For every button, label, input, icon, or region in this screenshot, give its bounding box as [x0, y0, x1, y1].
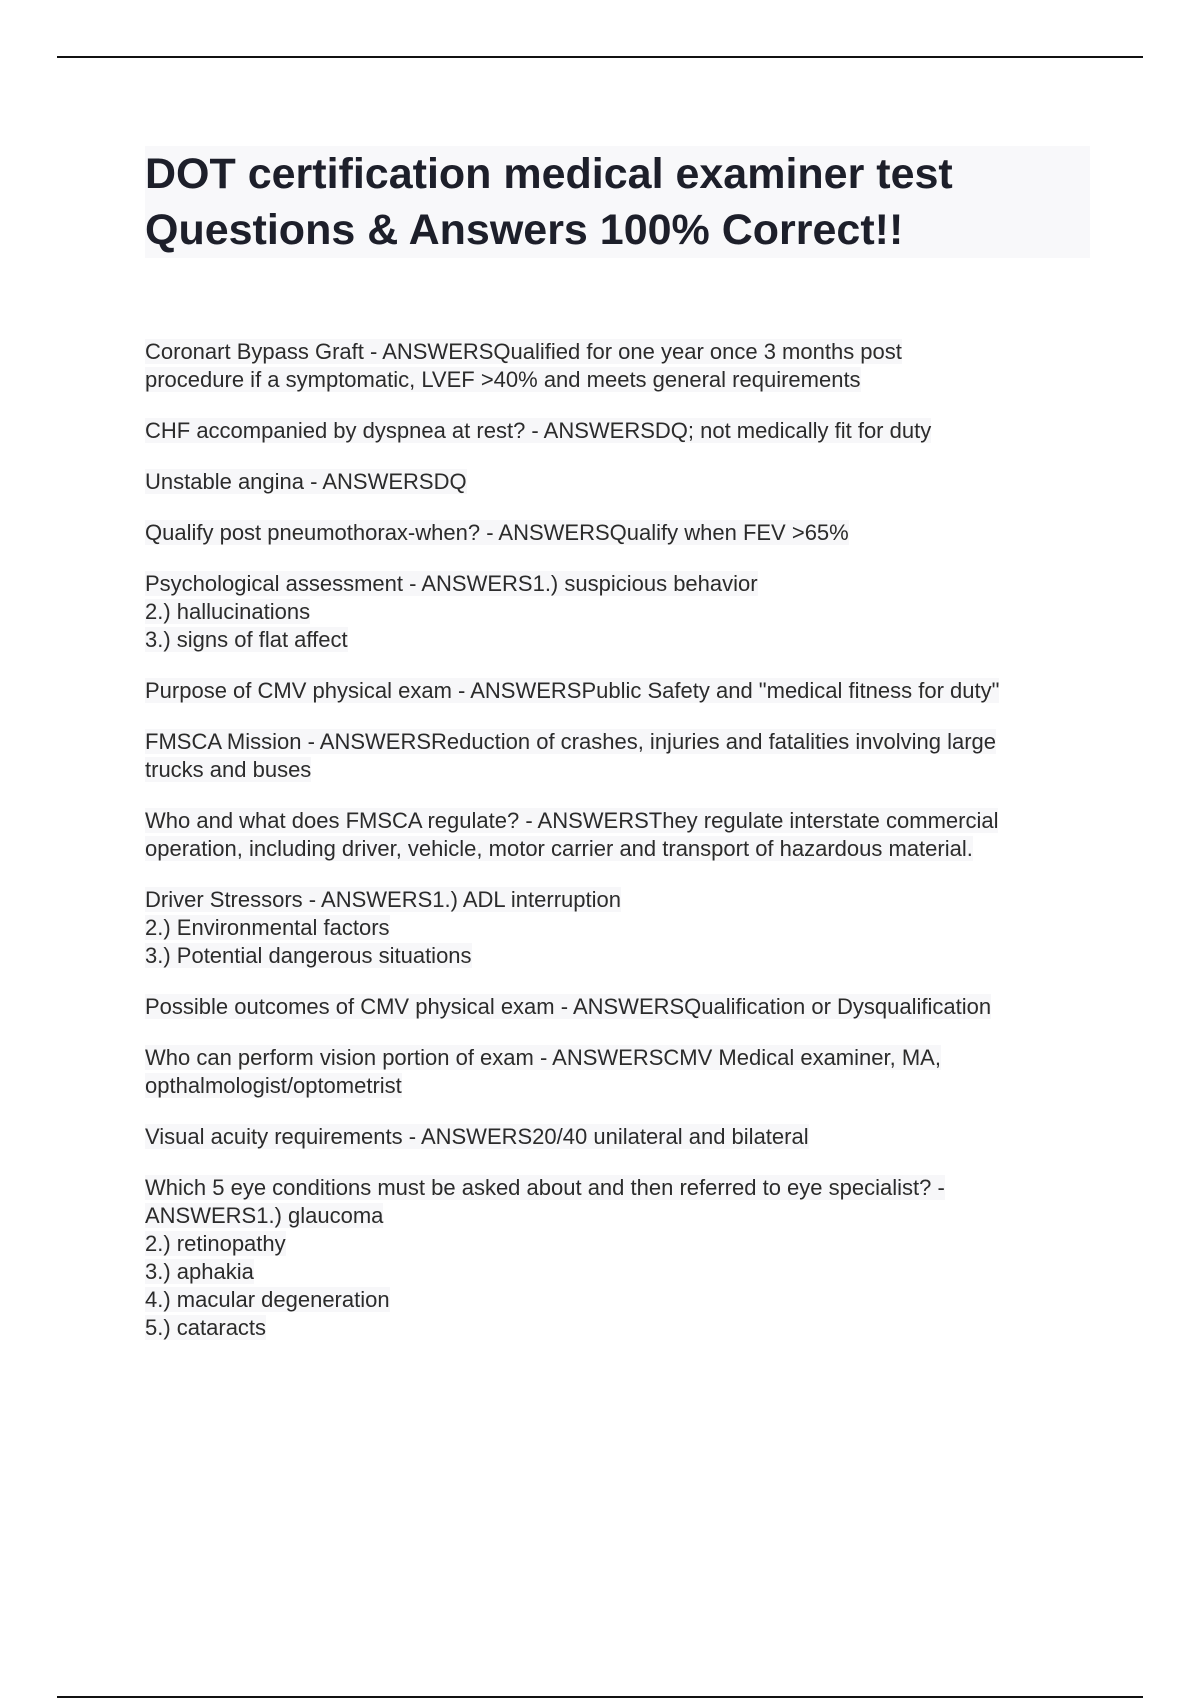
qa-line-text: Purpose of CMV physical exam - ANSWERSPublic Safety and "medical fitness for duty" [145, 678, 1000, 703]
qa-item [145, 728, 1090, 784]
qa-item [145, 677, 1090, 705]
qa-list [145, 338, 1090, 1342]
qa-line [145, 756, 1090, 784]
qa-line [145, 338, 1090, 366]
qa-item [145, 338, 1090, 394]
qa-line [145, 835, 1090, 863]
qa-item [145, 1123, 1090, 1151]
qa-line [145, 570, 1090, 598]
qa-item [145, 886, 1090, 970]
top-rule [57, 56, 1143, 58]
qa-line [145, 1286, 1090, 1314]
qa-line [145, 1123, 1090, 1151]
qa-line-text: Qualify post pneumothorax-when? - ANSWERSQualify when FEV >65% [145, 520, 849, 545]
qa-line-text: 2.) hallucinations [145, 599, 311, 624]
qa-line-text: Visual acuity requirements - ANSWERS20/40 unilateral and bilateral [145, 1124, 809, 1149]
qa-line [145, 366, 1090, 394]
qa-line [145, 417, 1090, 445]
qa-line [145, 626, 1090, 654]
qa-line [145, 807, 1090, 835]
qa-line [145, 914, 1090, 942]
document-title [145, 146, 1090, 258]
qa-line-text: trucks and buses [145, 757, 312, 782]
qa-item [145, 807, 1090, 863]
qa-line-text: 3.) Potential dangerous situations [145, 943, 472, 968]
qa-line-text: Coronart Bypass Graft - ANSWERSQualified for one year once 3 months post [145, 339, 902, 364]
title-line-2: Questions & Answers 100% Correct!! [145, 206, 904, 254]
qa-line-text: CHF accompanied by dyspnea at rest? - ANSWERSDQ; not medically fit for duty [145, 418, 932, 443]
qa-line [145, 1230, 1090, 1258]
qa-line [145, 1202, 1090, 1230]
qa-item [145, 993, 1090, 1021]
qa-line [145, 468, 1090, 496]
qa-line-text: Driver Stressors - ANSWERS1.) ADL interruption [145, 887, 621, 912]
qa-item [145, 468, 1090, 496]
qa-line [145, 886, 1090, 914]
qa-line-text: FMSCA Mission - ANSWERSReduction of crashes, injuries and fatalities involving large [145, 729, 997, 754]
qa-line-text: operation, including driver, vehicle, motor carrier and transport of hazardous material. [145, 836, 973, 861]
qa-line [145, 519, 1090, 547]
qa-line [145, 1072, 1090, 1100]
qa-line [145, 1314, 1090, 1342]
qa-line-text: Which 5 eye conditions must be asked about and then referred to eye specialist? - [145, 1175, 945, 1200]
document-body [145, 146, 1090, 1365]
qa-line [145, 728, 1090, 756]
qa-line [145, 677, 1090, 705]
qa-line-text: 2.) retinopathy [145, 1231, 286, 1256]
qa-item [145, 417, 1090, 445]
qa-line-text: Possible outcomes of CMV physical exam - ANSWERSQualification or Dysqualification [145, 994, 992, 1019]
qa-line-text: Unstable angina - ANSWERSDQ [145, 469, 467, 494]
qa-line-text: ANSWERS1.) glaucoma [145, 1203, 384, 1228]
qa-line [145, 993, 1090, 1021]
qa-line-text: Who and what does FMSCA regulate? - ANSWERSThey regulate interstate commercial [145, 808, 999, 833]
qa-line-text: Psychological assessment - ANSWERS1.) suspicious behavior [145, 571, 758, 596]
title-line-1: DOT certification medical examiner test [145, 150, 953, 198]
qa-line-text: 3.) aphakia [145, 1259, 254, 1284]
qa-line [145, 1258, 1090, 1286]
qa-line-text: opthalmologist/optometrist [145, 1073, 402, 1098]
qa-line [145, 942, 1090, 970]
bottom-rule [57, 1696, 1143, 1698]
qa-line-text: 2.) Environmental factors [145, 915, 390, 940]
qa-item [145, 570, 1090, 654]
qa-line [145, 598, 1090, 626]
qa-line [145, 1174, 1090, 1202]
qa-item [145, 1044, 1090, 1100]
qa-line [145, 1044, 1090, 1072]
qa-line-text: 4.) macular degeneration [145, 1287, 390, 1312]
qa-item [145, 1174, 1090, 1342]
qa-line-text: procedure if a symptomatic, LVEF >40% and meets general requirements [145, 367, 861, 392]
qa-line-text: Who can perform vision portion of exam - ANSWERSCMV Medical examiner, MA, [145, 1045, 941, 1070]
qa-line-text: 5.) cataracts [145, 1315, 267, 1340]
qa-item [145, 519, 1090, 547]
qa-line-text: 3.) signs of flat affect [145, 627, 348, 652]
